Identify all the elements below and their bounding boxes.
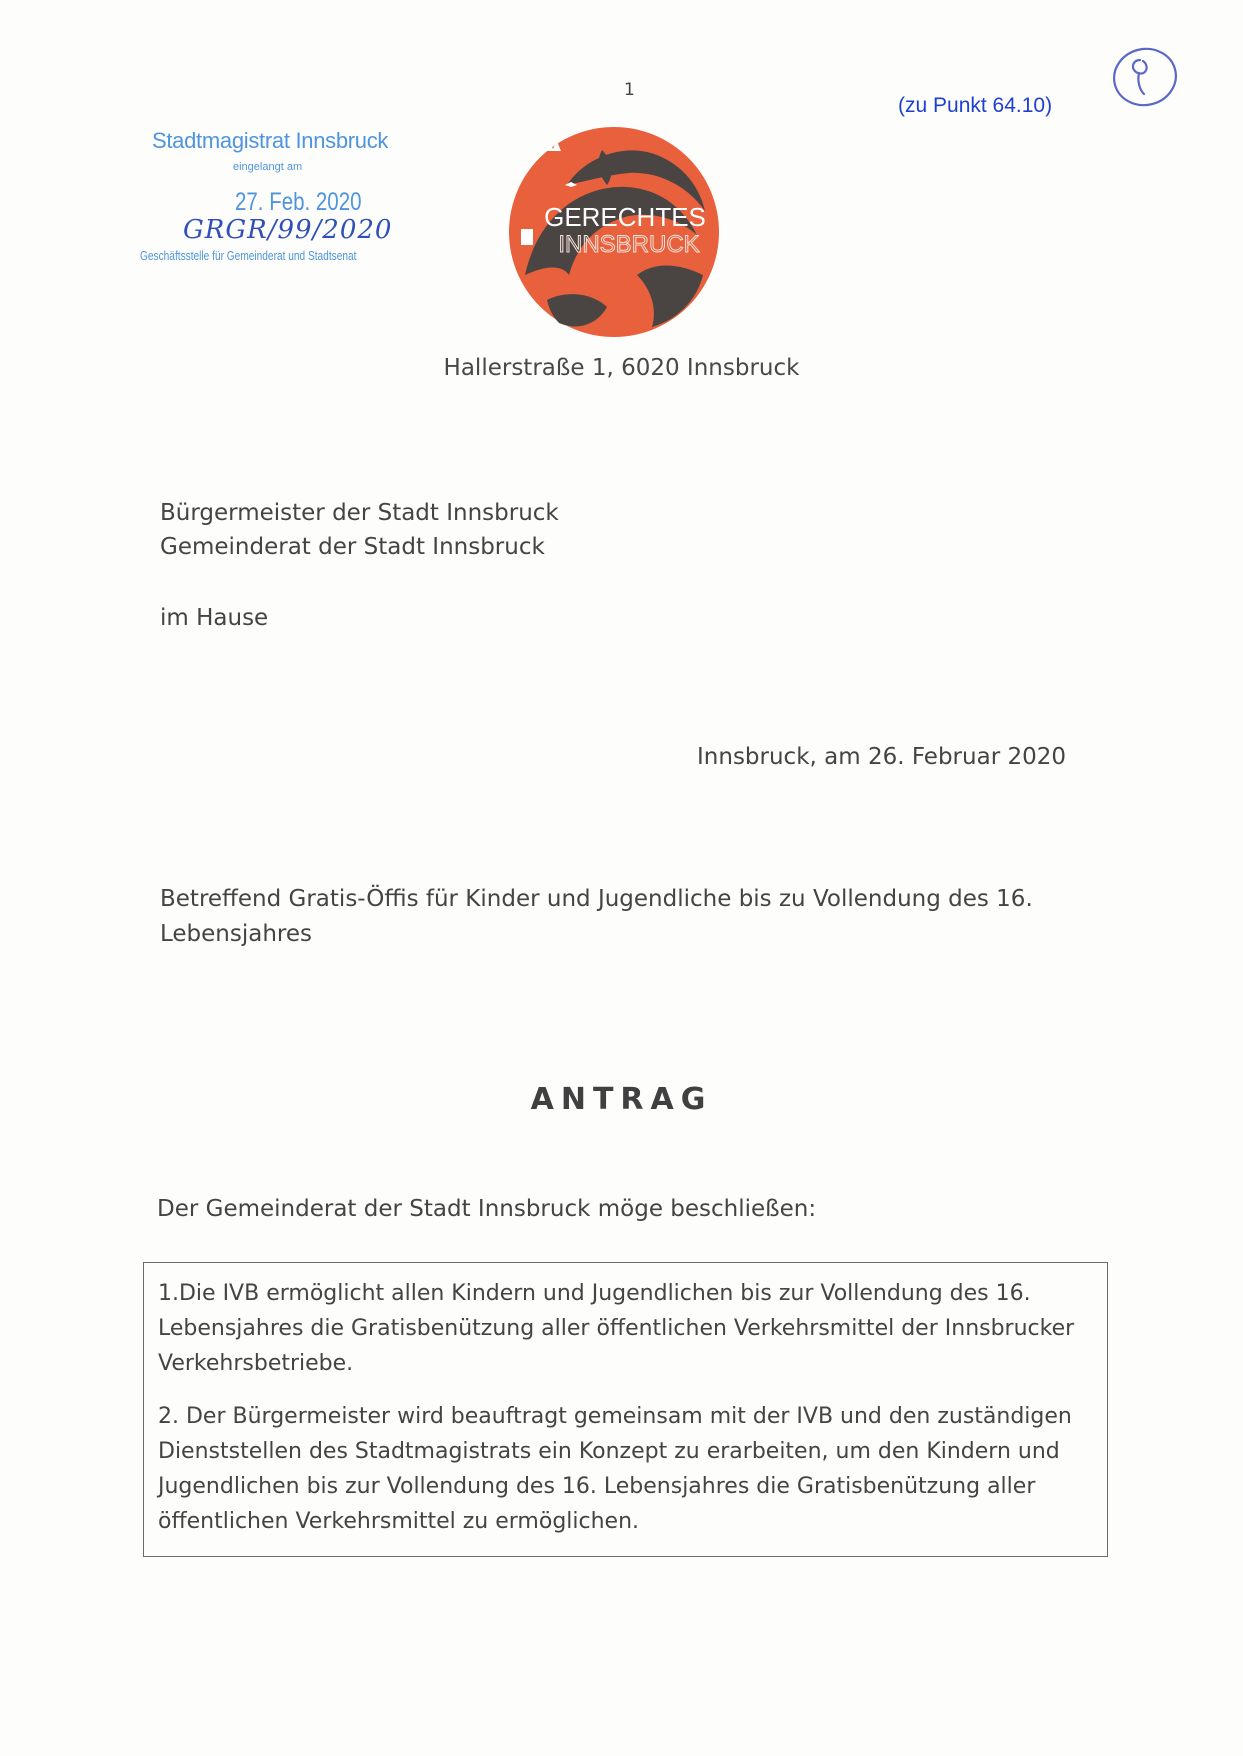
recipient-council: Gemeinderat der Stadt Innsbruck (160, 534, 545, 560)
handwritten-circled-number-icon (1110, 44, 1180, 110)
proposal-box (143, 1262, 1108, 1557)
logo-text-gerechtes: GERECHTES (544, 202, 706, 232)
proposal-point-2: 2. Der Bürgermeister wird beauftragt gemeinsam mit der IVB und den zuständigen Dienststellen des Stadtmagistrats ein Konzept zu erarbeiten, um den Kindern und Jugendlichen bis zur Vollendung des 16. Lebensjahres die Gratisbenützung aller öffentlichen Verkehrsmittel zu ermöglichen. (158, 1404, 1072, 1534)
coat-of-arms-icon (521, 229, 533, 245)
recipient-mayor: Bürgermeister der Stadt Innsbruck (160, 500, 559, 526)
stamp-date: 27. Feb. 2020 (235, 188, 362, 216)
stamp-file-number: GRGR/99/2020 (183, 215, 393, 245)
crown-icon (543, 141, 561, 151)
gerechtes-innsbruck-logo (507, 125, 721, 339)
proposal-point-1: 1.Die IVB ermöglicht allen Kindern und Jugendlichen bis zur Vollendung des 16. Lebensjahres die Gratisbenützung aller öffentlichen Verkehrsmittel der Innsbrucker Verkehrsbetriebe. (158, 1281, 1075, 1376)
logo-text-innsbruck: INNSBRUCK (558, 231, 700, 258)
resolution-intro: Der Gemeinderat der Stadt Innsbruck möge beschließen: (157, 1196, 817, 1222)
delivery-note: im Hause (160, 605, 269, 631)
stamp-received-label: eingelangt am (233, 161, 303, 173)
document-heading: ANTRAG (530, 1082, 713, 1117)
sender-address: Hallerstraße 1, 6020 Innsbruck (443, 355, 800, 381)
stamp-office: Geschäftsstelle für Gemeinderat und Stadtsenat (140, 248, 357, 263)
subject-line: Betreffend Gratis-Öffis für Kinder und Jugendliche bis zu Vollendung des 16. Lebensjahres (160, 886, 1033, 947)
received-stamp (140, 124, 440, 284)
place-date: Innsbruck, am 26. Februar 2020 (697, 744, 1066, 770)
reference-note: (zu Punkt 64.10) (898, 94, 1053, 117)
page-number: 1 (624, 80, 635, 100)
stamp-authority: Stadtmagistrat Innsbruck (152, 128, 389, 153)
